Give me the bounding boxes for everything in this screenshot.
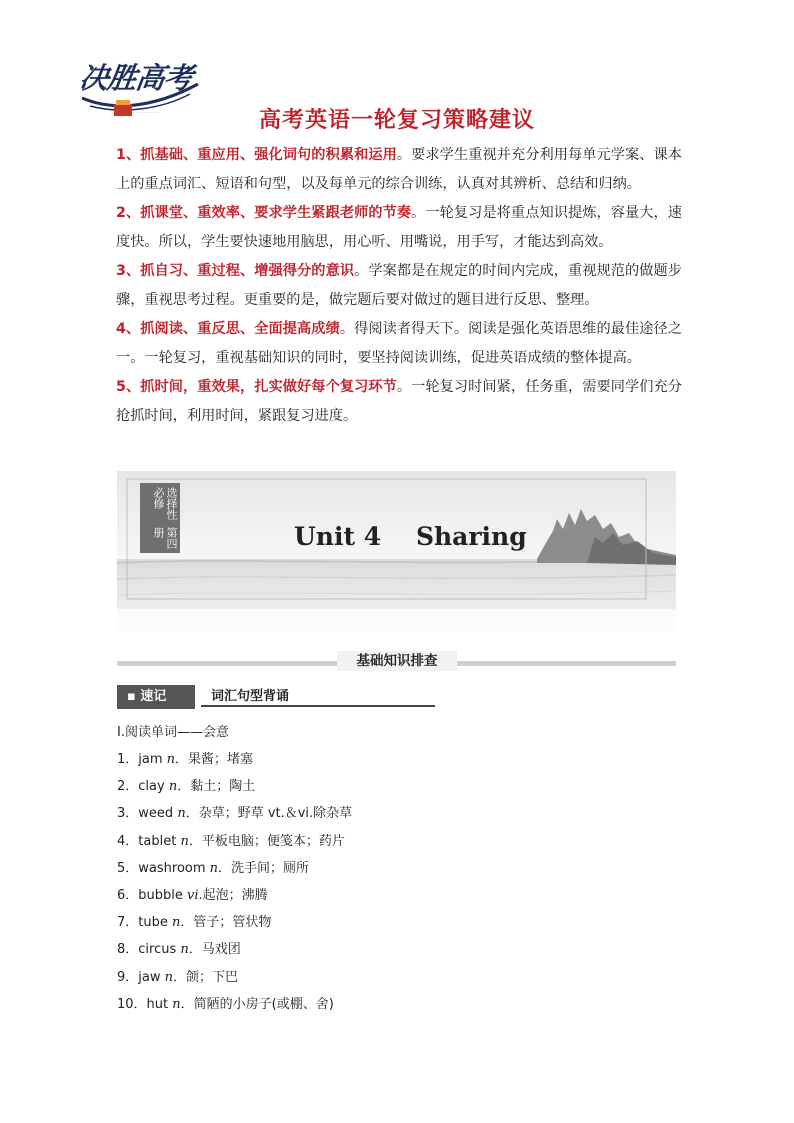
- section-title: 基础知识排查: [337, 651, 457, 671]
- strategy-advice-list: [116, 141, 682, 431]
- logo-text: 决胜高考: [77, 61, 195, 95]
- unit-topic: Sharing: [415, 522, 527, 551]
- unit-number: Unit 4: [294, 522, 382, 551]
- document-title: 高考英语一轮复习策略建议: [258, 108, 535, 133]
- vocab-item: 6．bubble vi.起泡；沸腾: [117, 888, 268, 904]
- badge-series: 选择性必修: [152, 487, 178, 520]
- vocab-item: 10．hut n．简陋的小房子(或棚、舍): [117, 996, 334, 1012]
- tag-vocab-recitation: 词汇句型背诵: [201, 685, 435, 707]
- vocab-item: 9．jaw n．颌；下巴: [117, 969, 239, 985]
- unit-title: [294, 522, 527, 551]
- vocab-item: 2．clay n．黏土；陶土: [117, 779, 256, 795]
- vocab-item: 7．tube n．管子；管状物: [117, 915, 272, 931]
- seascape-image: [117, 471, 676, 631]
- advice-paragraph: 1、抓基础、重应用、强化词句的积累和运用。要求学生重视并充分利用每单元学案、课本上的重点词汇、短语和句型，以及每单元的综合训练，认真对其辨析、总结和归纳。: [116, 147, 682, 192]
- vocab-item: 3．weed n．杂草；野草 vt.＆vi.除杂草: [117, 806, 353, 822]
- advice-paragraph: 3、抓自习、重过程、增强得分的意识。学案都是在规定的时间内完成，重视规范的做题步骤，重视思考过程。更重要的是，做完题后要对做过的题目进行反思、整理。: [116, 263, 682, 308]
- vocab-item: 8．circus n．马戏团: [117, 942, 241, 958]
- vocabulary-list: [117, 719, 677, 1018]
- advice-paragraph: 5、抓时间，重效果，扎实做好每个复习环节。一轮复习时间紧，任务重，需要同学们充分抢抓时间，利用时间，紧跟复习进度。: [116, 379, 682, 424]
- unit-banner: [117, 471, 676, 631]
- vocab-heading: Ⅰ.阅读单词——会意: [117, 725, 229, 740]
- section-header: [117, 651, 676, 671]
- advice-paragraph: 4、抓阅读、重反思、全面提高成绩。得阅读者得天下。阅读是强化英语思维的最佳途径之一。一轮复习，重视基础知识的同时，要坚持阅读训练，促进英语成绩的整体提高。: [116, 321, 682, 366]
- vocab-item: 5．washroom n．洗手间；厕所: [117, 860, 310, 876]
- tag-quick-memory: ▪ 速记: [117, 685, 195, 709]
- subsection-tags: [117, 685, 435, 709]
- logo-subtitle: · · · · · · · · ·: [132, 110, 160, 116]
- vocab-item: 1．jam n．果酱；堵塞: [117, 752, 254, 767]
- advice-paragraph: 2、抓课堂、重效率、要求学生紧跟老师的节奏。一轮复习是将重点知识提炼，容量大，速度快。所以，学生要快速地用脑思，用心听、用嘴说，用手写，才能达到高效。: [116, 205, 682, 250]
- textbook-volume-badge: [140, 483, 180, 553]
- badge-volume: 第四册: [152, 526, 178, 549]
- vocab-item: 4．tablet n．平板电脑；便笺本；药片: [117, 833, 345, 849]
